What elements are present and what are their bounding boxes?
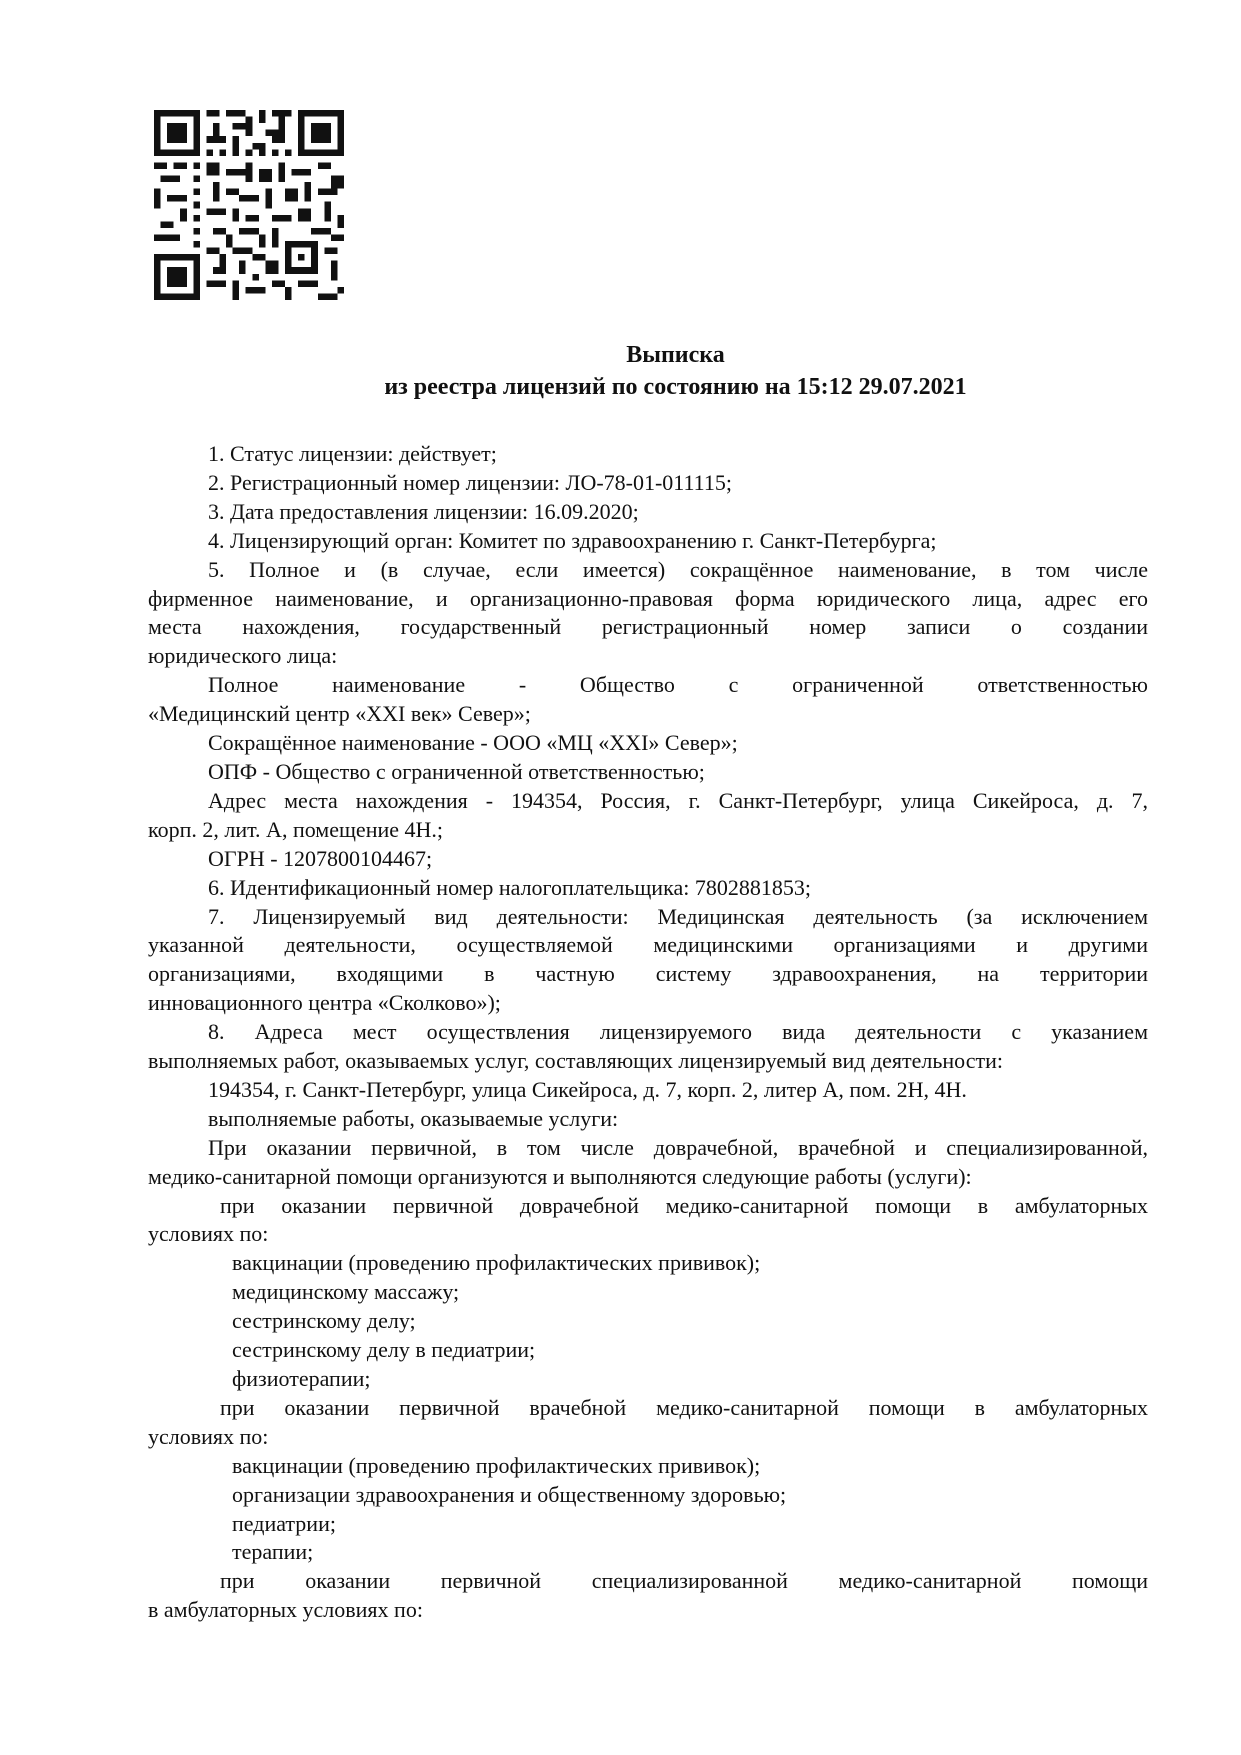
document-body [148, 440, 1148, 1625]
ogrn: ОГРН - 1207800104467; [208, 845, 433, 871]
document-subtitle: из реестра лицензий по состоянию на 15:12 29.07.2021 [384, 374, 967, 400]
list-item: терапии; [232, 1539, 314, 1565]
list-item: вакцинации (проведению профилактических прививок); [232, 1452, 761, 1478]
list-item: педиатрии; [232, 1510, 336, 1536]
list-item: вакцинации (проведению профилактических прививок); [232, 1250, 761, 1276]
primary-care-intro: При оказании первичной, в том числе доврачебной, врачебной и специализированной, медико-санитарной помощи организуются и выполняются следующие работы (услуги): [148, 1134, 1148, 1189]
specialized-care: при оказании первичной специализированной медико-санитарной помощи в амбулаторных условиях по: [148, 1568, 1148, 1623]
activity-address: 194354, г. Санкт-Петербург, улица Сикейроса, д. 7, корп. 2, литер А, пом. 2Н, 4Н. [208, 1076, 967, 1102]
license-reg-number: 2. Регистрационный номер лицензии: ЛО-78-01-011115; [208, 469, 732, 495]
works-label: выполняемые работы, оказываемые услуги: [208, 1105, 619, 1131]
inn: 6. Идентификационный номер налогоплательщика: 7802881853; [208, 874, 811, 900]
list-item: физиотерапии; [232, 1366, 371, 1391]
item-8: 8. Адреса мест осуществления лицензируемого вида деятельности с указанием выполняемых работ, оказываемых услуг, составляющих лицензируемый вид деятельности: [148, 1019, 1148, 1074]
document-title: Выписка [626, 342, 725, 368]
pre-doctor-care: при оказании первичной доврачебной медико-санитарной помощи в амбулаторных условиях по: [148, 1192, 1148, 1247]
item-5: 5. Полное и (в случае, если имеется) сокращённое наименование, в том числе фирменное наименование, и организационно-правовая форма юридического лица, адрес его места нахождения, государственный регистрационный номер записи о создании юридического лица: [148, 556, 1148, 669]
doctor-care: при оказании первичной врачебной медико-санитарной помощи в амбулаторных условиях по: [148, 1394, 1148, 1449]
qr-code [154, 110, 344, 300]
license-date: 3. Дата предоставления лицензии: 16.09.2020; [208, 498, 639, 524]
legal-address: Адрес места нахождения - 194354, Россия, г. Санкт-Петербург, улица Сикейроса, д. 7, корп. 2, лит. А, помещение 4Н.; [148, 787, 1148, 842]
full-name: Полное наименование - Общество с ограниченной ответственностью «Медицинский центр «XXI век» Север»; [148, 672, 1148, 727]
short-name: Сокращённое наименование - ООО «МЦ «XXI» Север»; [208, 730, 738, 756]
opf: ОПФ - Общество с ограниченной ответственностью; [208, 758, 705, 784]
list-item: сестринскому делу; [232, 1308, 416, 1334]
license-status: 1. Статус лицензии: действует; [208, 441, 497, 466]
list-item: сестринскому делу в педиатрии; [232, 1337, 536, 1363]
list-item: медицинскому массажу; [232, 1279, 460, 1305]
qr-code-image [154, 110, 344, 300]
item-7: 7. Лицензируемый вид деятельности: Медицинская деятельность (за исключением указанной деятельности, осуществляемой медицинскими организациями и другими организациями, входящими в частную систему здравоохранения, на территории инновационного центра «Сколково»); [148, 903, 1148, 1016]
list-item: организации здравоохранения и общественному здоровью; [232, 1481, 787, 1507]
license-organ: 4. Лицензирующий орган: Комитет по здравоохранению г. Санкт-Петербурга; [208, 527, 937, 553]
